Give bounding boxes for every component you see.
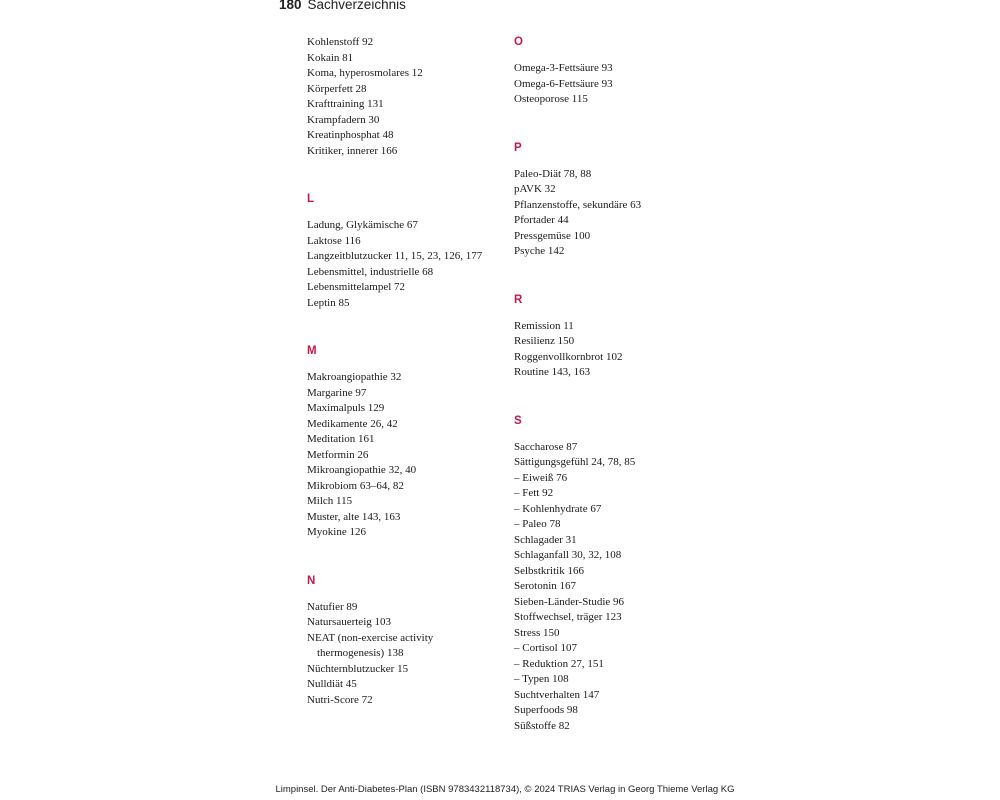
index-entry: Omega-3-Fettsäure 93 (514, 62, 613, 74)
index-entry: Milch 115 (307, 495, 353, 507)
index-entry: Laktose 116 (307, 234, 361, 247)
running-title: Sachverzeichnis (307, 0, 406, 12)
index-entry: Natursauerteig 103 (307, 616, 391, 628)
page-header (279, 0, 406, 12)
index-entry: Psyche 142 (514, 245, 565, 257)
index-entry: Kokain 81 (307, 51, 354, 64)
index-subentry: – Eiweiß 76 (514, 471, 714, 487)
section-letter: O (514, 36, 523, 48)
index-entry: Nüchternblutzucker 15 (307, 662, 409, 675)
index-entry: Routine 143, 163 (514, 366, 591, 378)
index-entry: Margarine 97 (307, 386, 367, 399)
index-entry: Serotonin 167 (514, 580, 577, 592)
index-section-s (514, 414, 714, 735)
index-section-p (514, 141, 714, 260)
index-entry: Nulldiät 45 (307, 678, 357, 690)
index-entry: Natufier 89 (307, 600, 358, 613)
index-entry: Medikamente 26, 42 (307, 417, 398, 430)
index-section-l (307, 192, 507, 311)
index-entry: NEAT (non-exercise activity (307, 631, 434, 644)
index-entry: Remission 11 (514, 319, 574, 332)
index-entry: Resilienz 150 (514, 335, 575, 347)
index-entry: Roggenvollkornbrot 102 (514, 350, 623, 363)
index-entry: Koma, hyperosmolares 12 (307, 67, 423, 79)
index-entry: Leptin 85 (307, 296, 350, 309)
index-entry: Schlaganfall 30, 32, 108 (514, 549, 622, 561)
index-entry: Kritiker, innerer 166 (307, 144, 398, 157)
index-entry: Mikrobiom 63–64, 82 (307, 479, 404, 492)
index-section-m (307, 344, 507, 541)
index-entry: Selbstkritik 166 (514, 564, 584, 577)
index-entry: Pfortader 44 (514, 214, 569, 226)
index-subentry: – Kohlenhydrate 67 (514, 502, 714, 518)
index-entry: Pflanzenstoffe, sekundäre 63 (514, 198, 642, 211)
index-section-r (514, 293, 714, 381)
index-entry: Lebensmittel, industrielle 68 (307, 265, 434, 278)
section-letter: N (307, 574, 316, 587)
index-entry-continuation: thermogenesis) 138 (317, 647, 404, 659)
index-entry: Stress 150 (514, 626, 560, 639)
index-entry: Schlagader 31 (514, 533, 577, 546)
index-entry: Sättigungsgefühl 24, 78, 85 (514, 456, 636, 468)
index-subentry: – Typen 108 (514, 672, 714, 688)
index-section-n (307, 574, 507, 709)
index-subentry: – Fett 92 (514, 486, 714, 502)
section-letter: S (514, 414, 522, 427)
index-entry: Süßstoffe 82 (514, 719, 570, 732)
index-entry: Ladung, Glykämische 67 (307, 219, 418, 231)
index-entry: Paleo-Diät 78, 88 (514, 167, 592, 180)
index-entry: Nutri-Score 72 (307, 693, 373, 706)
index-subentry: – Cortisol 107 (514, 641, 714, 657)
index-entry: Kohlenstoff 92 (307, 36, 374, 48)
index-entry: Maximalpuls 129 (307, 402, 385, 414)
index-entry: pAVK 32 (514, 183, 556, 195)
footer-text: Limpinsel. Der Anti-Diabetes-Plan (ISBN 9783432118734), © 2024 TRIAS Verlag in Georg Thieme Verlag KG (275, 784, 735, 795)
index-subentry: – Reduktion 27, 151 (514, 657, 714, 673)
section-letter: L (307, 193, 315, 205)
section-letter: P (514, 141, 522, 154)
index-entry: Osteoporose 115 (514, 93, 588, 105)
index-entry: Sieben-Länder-Studie 96 (514, 595, 625, 608)
copyright-footer (0, 784, 1000, 795)
index-subentry: – Paleo 78 (514, 517, 714, 533)
index-entry: Krampfadern 30 (307, 113, 380, 126)
page-number: 180 (279, 0, 302, 12)
index-entry: Langzeitblutzucker 11, 15, 23, 126, 177 (307, 250, 483, 262)
index-entry: Pressgemüse 100 (514, 229, 591, 242)
index-entry: Metformin 26 (307, 448, 369, 461)
section-letter: R (514, 293, 523, 306)
index-column-left (307, 35, 507, 741)
index-entry: Myokine 126 (307, 526, 366, 538)
index-entry: Omega-6-Fettsäure 93 (514, 77, 613, 90)
index-entry: Meditation 161 (307, 433, 375, 445)
index-entry: Mikroangiopathie 32, 40 (307, 464, 417, 476)
index-entry: Lebensmittelampel 72 (307, 281, 406, 293)
index-entry: Stoffwechsel, träger 123 (514, 611, 622, 623)
index-entry: Saccharose 87 (514, 440, 578, 453)
index-entry: Körperfett 28 (307, 82, 367, 95)
section-letter: M (307, 345, 317, 357)
index-entry: Suchtverhalten 147 (514, 688, 600, 701)
index-section-o (514, 35, 714, 108)
index-entry: Muster, alte 143, 163 (307, 510, 401, 523)
index-entry: Krafttraining 131 (307, 98, 384, 110)
index-column-right (514, 35, 714, 767)
index-entry: Makroangiopathie 32 (307, 371, 402, 383)
index-entry: Superfoods 98 (514, 704, 578, 716)
index-section-k-continued (307, 35, 507, 159)
index-entry: Kreatinphosphat 48 (307, 129, 394, 141)
